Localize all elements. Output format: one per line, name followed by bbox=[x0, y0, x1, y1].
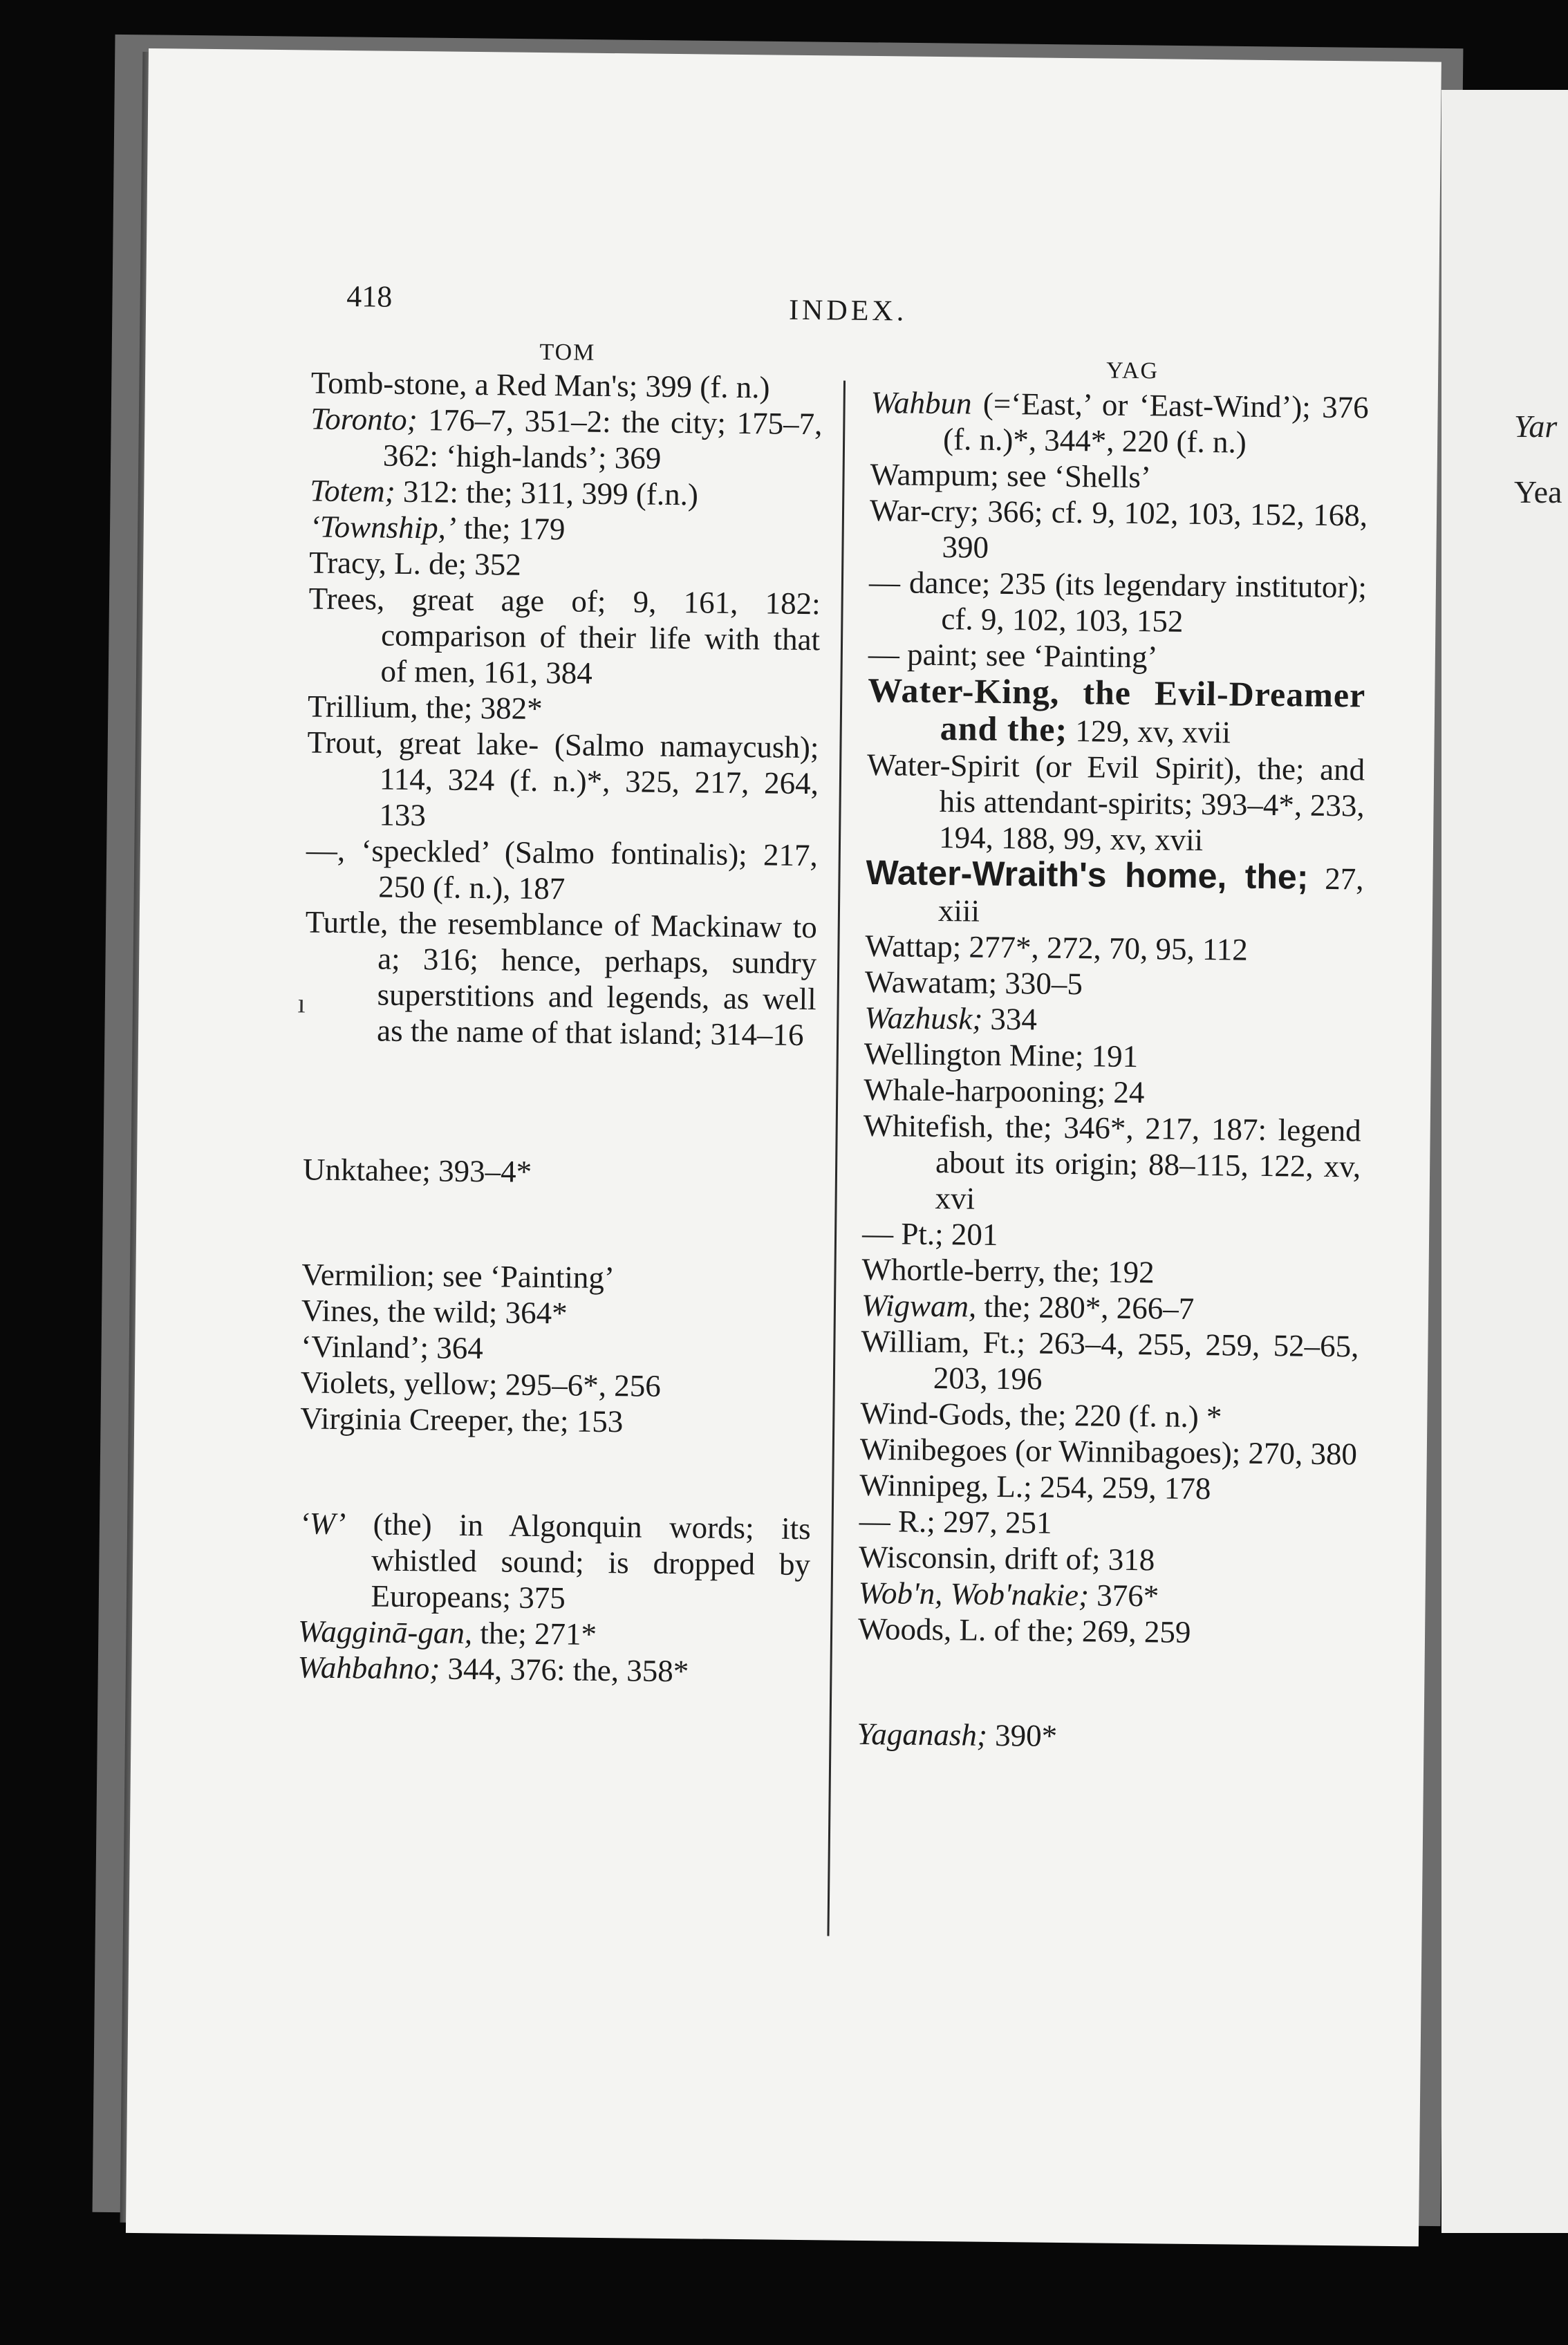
page-content bbox=[126, 48, 1441, 2246]
index-entry bbox=[861, 1287, 1360, 1329]
index-references: ‘Vinland’; 364 bbox=[301, 1329, 484, 1366]
guide-word-right: YAG bbox=[1106, 357, 1159, 384]
index-references: Trees, great age of; 9, 161, 182: comparison of their life with that of men, 161, 384 bbox=[308, 581, 821, 691]
running-head: INDEX. bbox=[788, 294, 908, 328]
section-gap bbox=[303, 1047, 816, 1157]
index-entry bbox=[303, 1151, 815, 1193]
column-rule bbox=[827, 381, 846, 1936]
index-entry bbox=[308, 580, 821, 693]
index-entry bbox=[857, 1716, 1355, 1757]
index-references: — paint; see ‘Painting’ bbox=[868, 636, 1158, 675]
index-entry bbox=[301, 1256, 814, 1298]
index-references: Vines, the wild; 364* bbox=[301, 1293, 568, 1331]
index-entry bbox=[861, 1323, 1359, 1401]
index-references: 334 bbox=[982, 1001, 1038, 1037]
index-references: Vermilion; see ‘Painting’ bbox=[301, 1257, 615, 1296]
index-references: Whale-harpooning; 24 bbox=[864, 1072, 1145, 1110]
index-entry bbox=[308, 688, 820, 729]
index-entry bbox=[866, 854, 1364, 933]
index-references: 129, xv, xvii bbox=[1067, 713, 1231, 750]
index-entry bbox=[310, 472, 822, 514]
index-entry bbox=[301, 1328, 813, 1370]
index-references: Wattap; 277*, 272, 70, 95, 112 bbox=[865, 928, 1249, 967]
index-references: Violets, yellow; 295–6*, 256 bbox=[300, 1365, 662, 1403]
index-references: 390* bbox=[987, 1717, 1058, 1753]
section-gap bbox=[302, 1187, 814, 1262]
index-entry bbox=[865, 928, 1363, 969]
index-entry bbox=[310, 400, 823, 478]
index-references: the; 179 bbox=[456, 510, 566, 547]
index-term: Totem; bbox=[310, 473, 395, 509]
index-references: — dance; 235 (its legendary institutor); cf. 9, 102, 103, 152 bbox=[868, 564, 1368, 639]
index-entry bbox=[301, 1364, 813, 1405]
index-references: Water-Spirit (or Evil Spirit), the; and his attendant-spirits; 393–4*, 233, 194, 188, 99, xv, xvii bbox=[866, 747, 1365, 858]
index-entry bbox=[861, 1251, 1360, 1293]
index-references: the; 271* bbox=[472, 1616, 597, 1652]
index-references: Winibegoes (or Winnibagoes); 270, 380 bbox=[859, 1431, 1358, 1472]
index-references: Wind-Gods, the; 220 (f. n.) * bbox=[860, 1395, 1222, 1435]
index-term: Wazhusk; bbox=[864, 1000, 983, 1036]
facing-page-word-1: Yar bbox=[1514, 409, 1558, 444]
index-entry bbox=[300, 1400, 812, 1441]
index-page bbox=[126, 48, 1441, 2246]
index-entry bbox=[859, 1503, 1357, 1544]
index-references: Wampum; see ‘Shells’ bbox=[870, 456, 1152, 495]
index-entry bbox=[860, 1431, 1359, 1473]
index-entry bbox=[869, 492, 1368, 570]
index-references: Trillium, the; 382* bbox=[307, 689, 543, 727]
index-entry bbox=[864, 1036, 1363, 1077]
index-entry bbox=[864, 1072, 1362, 1113]
index-entry bbox=[858, 1611, 1356, 1652]
guide-word-left: TOM bbox=[539, 339, 596, 366]
index-references: Wellington Mine; 191 bbox=[864, 1036, 1139, 1074]
index-term: Yaganash; bbox=[857, 1716, 988, 1753]
index-references: 344, 376: the, 358* bbox=[440, 1651, 689, 1689]
section-gap bbox=[299, 1436, 812, 1511]
index-references: Woods, L. of the; 269, 259 bbox=[857, 1611, 1191, 1650]
index-references: Tracy, L. de; 352 bbox=[308, 545, 522, 582]
index-references: Wawatam; 330–5 bbox=[864, 964, 1083, 1002]
index-entry bbox=[866, 747, 1365, 860]
index-term: Wahbahno; bbox=[297, 1650, 440, 1686]
index-entry bbox=[301, 1292, 814, 1334]
index-entry bbox=[304, 904, 817, 1053]
index-term: Toronto; bbox=[310, 401, 418, 438]
index-references: Whortle-berry, the; 192 bbox=[861, 1251, 1155, 1290]
index-entry bbox=[859, 1539, 1357, 1580]
index-entry bbox=[858, 1575, 1356, 1616]
index-entry bbox=[311, 364, 823, 406]
index-entry bbox=[297, 1649, 810, 1690]
facing-page-word-2: Yea bbox=[1514, 474, 1562, 510]
index-entry bbox=[860, 1395, 1359, 1437]
index-references: (=‘East,’ or ‘East-Wind’); 376 (f. n.)*, 344*, 220 (f. n.) bbox=[942, 386, 1369, 460]
index-references: — Pt.; 201 bbox=[861, 1215, 998, 1252]
index-references: the; 280*, 266–7 bbox=[976, 1289, 1195, 1326]
index-references: Whitefish, the; 346*, 217, 187: legend about its origin; 88–115, 122, xv, xvi bbox=[863, 1108, 1361, 1216]
index-entry bbox=[865, 964, 1363, 1005]
index-entry bbox=[864, 1000, 1363, 1041]
index-entry bbox=[306, 832, 818, 909]
index-term: Wahbun bbox=[870, 384, 972, 421]
index-references: Turtle, the resemblance of Mackinaw to a; 316; hence, perhaps, sundry superstitions and legends, as well as the name of that island; 314–16 bbox=[305, 904, 818, 1052]
index-entry bbox=[870, 384, 1369, 462]
index-entry bbox=[298, 1613, 810, 1654]
index-term: ‘Township,’ bbox=[309, 509, 457, 545]
index-term: Wigwam, bbox=[861, 1287, 977, 1324]
index-references: Tomb-stone, a Red Man's; 399 (f. n.) bbox=[310, 365, 770, 405]
left-index-column bbox=[297, 364, 823, 1690]
index-term: Water-King, the Evil-Dreamer and the; bbox=[868, 670, 1366, 749]
index-references: —, ‘speckled’ (Salmo fontinalis); 217, 250 (f. n.), 187 bbox=[306, 832, 819, 906]
index-entry bbox=[306, 724, 819, 837]
index-entry bbox=[862, 1215, 1361, 1257]
facing-page-fragment bbox=[1441, 90, 1568, 2233]
index-term: Wagginā-gan, bbox=[297, 1614, 473, 1651]
index-term: Wob'n, Wob'nakie; bbox=[858, 1575, 1090, 1613]
margin-mark: ı bbox=[297, 987, 306, 1019]
index-references: 312: the; 311, 399 (f.n.) bbox=[395, 474, 699, 512]
index-references: William, Ft.; 263–4, 255, 259, 52–65, 203, 196 bbox=[861, 1323, 1359, 1396]
index-entry bbox=[868, 564, 1367, 642]
index-references: (the) in Algonquin words; its whistled sound; is dropped by Europeans; 375 bbox=[345, 1506, 811, 1616]
index-references: Winnipeg, L.; 254, 259, 178 bbox=[859, 1467, 1211, 1506]
index-references: War-cry; 366; cf. 9, 102, 103, 152, 168, 390 bbox=[869, 492, 1368, 565]
index-references: 27, xiii bbox=[937, 861, 1364, 928]
index-entry bbox=[309, 544, 821, 586]
index-references: 376* bbox=[1088, 1578, 1159, 1614]
index-entry bbox=[859, 1467, 1358, 1508]
index-references: 176–7, 351–2: the city; 175–7, 362: ‘high-lands’; 369 bbox=[382, 402, 823, 476]
right-index-column bbox=[857, 384, 1369, 1757]
section-gap bbox=[857, 1647, 1356, 1721]
index-references: Unktahee; 393–4* bbox=[302, 1152, 532, 1189]
index-entry bbox=[867, 672, 1365, 752]
index-entry bbox=[309, 508, 821, 550]
index-references: — R.; 297, 251 bbox=[859, 1503, 1052, 1540]
index-entry bbox=[298, 1505, 811, 1618]
index-term: ‘W’ bbox=[299, 1506, 346, 1542]
page-number: 418 bbox=[346, 279, 393, 314]
index-references: Wisconsin, drift of; 318 bbox=[858, 1539, 1155, 1578]
index-term: Water-Wraith's home, the; bbox=[866, 852, 1309, 897]
index-references: Trout, great lake- (Salmo namaycush); 114, 324 (f. n.)*, 325, 217, 264, 133 bbox=[307, 725, 819, 833]
index-entry bbox=[870, 456, 1368, 498]
index-references: Virginia Creeper, the; 153 bbox=[300, 1401, 624, 1439]
index-entry bbox=[862, 1108, 1361, 1221]
